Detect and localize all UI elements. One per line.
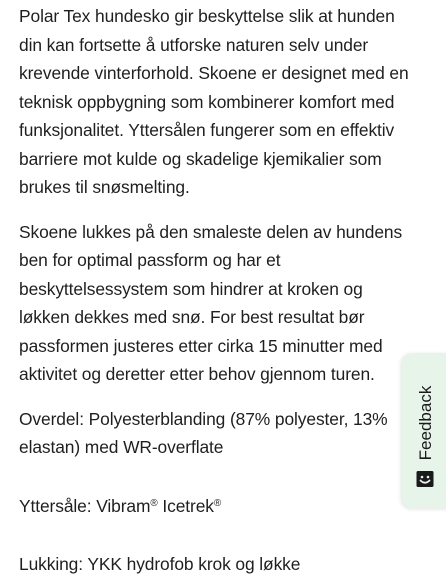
spec-closure: Lukking: YKK hydrofob krok og løkke [19,554,301,574]
spec-upper: Overdel: Polyesterblanding (87% polyester, 13% elastan) med WR-overflate [19,408,388,457]
smiley-chat-icon [415,469,435,489]
feedback-label: Feedback [416,385,435,461]
product-description [19,2,409,579]
spec-outsole [19,492,409,521]
registered-mark: ® [213,497,222,509]
description-paragraph-2: Skoene lukkes på den smaleste delen av hundens ben for optimal passform og har et beskyttelsessystem som hindrer at kroken og løkken dekkes med snø. For best resultat bør passformen justeres etter cirka 15 minutter med aktivitet og deretter etter behov gjennom turen. [19,221,403,384]
spec-outsole-middle: Icetrek [157,495,214,516]
description-paragraph-1: Polar Tex hundesko gir beskyttelse slik at hunden din kan fortsette å utforske naturen selv under krevende vinterforhold. Skoene er designet med en teknisk oppbygning som kombinerer komfort med funksjonalitet. Yttersålen fungerer som en effektiv barriere mot kulde og skadelige kjemikalier som brukes til snøsmelting. [19,6,409,197]
spec-outsole-prefix: Yttersåle: Vibram [19,495,151,516]
feedback-button[interactable] [402,353,446,508]
registered-mark: ® [150,497,158,509]
